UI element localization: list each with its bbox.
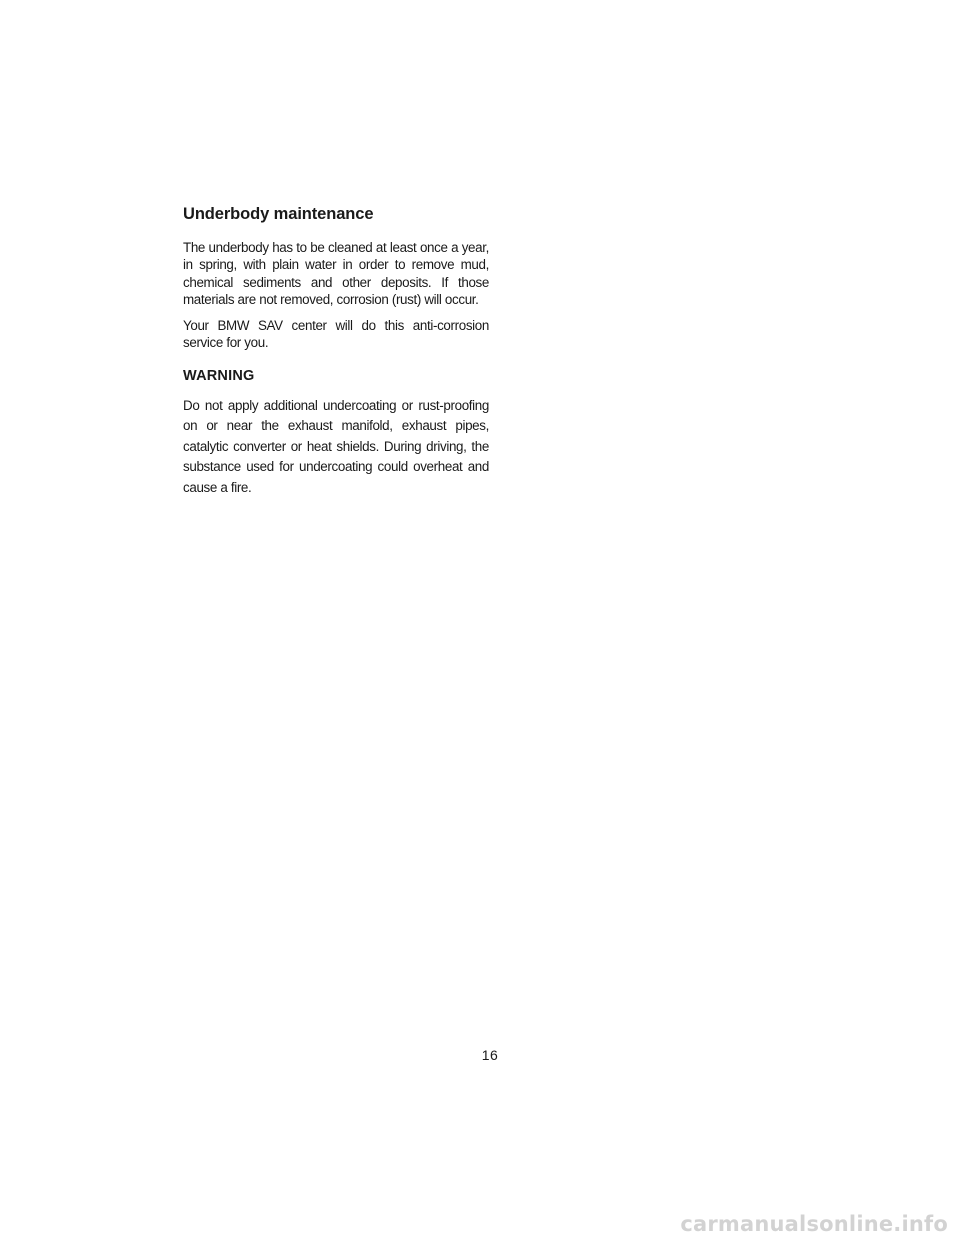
body-paragraph: The underbody has to be cleaned at least once a year, in spring, with plain water in order to remove mud, chemical sediments and other deposits. If those materials are not removed, corrosion (rust) will occur.	[183, 240, 489, 307]
page-number: 16	[481, 1047, 499, 1063]
body-paragraph: Your BMW SAV center will do this anti-corrosion service for you.	[183, 318, 489, 351]
warning-heading: WARNING	[183, 367, 255, 384]
warning-text: Do not apply additional undercoating or rust-proofing on or near the exhaust manifold, exhaust pipes, catalytic converter or heat shields. During driving, the substance used for undercoating could overheat and cause a fire.	[183, 397, 489, 495]
section-title: Underbody maintenance	[183, 205, 374, 223]
watermark: carmanualsonline.info	[680, 1212, 948, 1236]
content-column	[183, 205, 489, 498]
